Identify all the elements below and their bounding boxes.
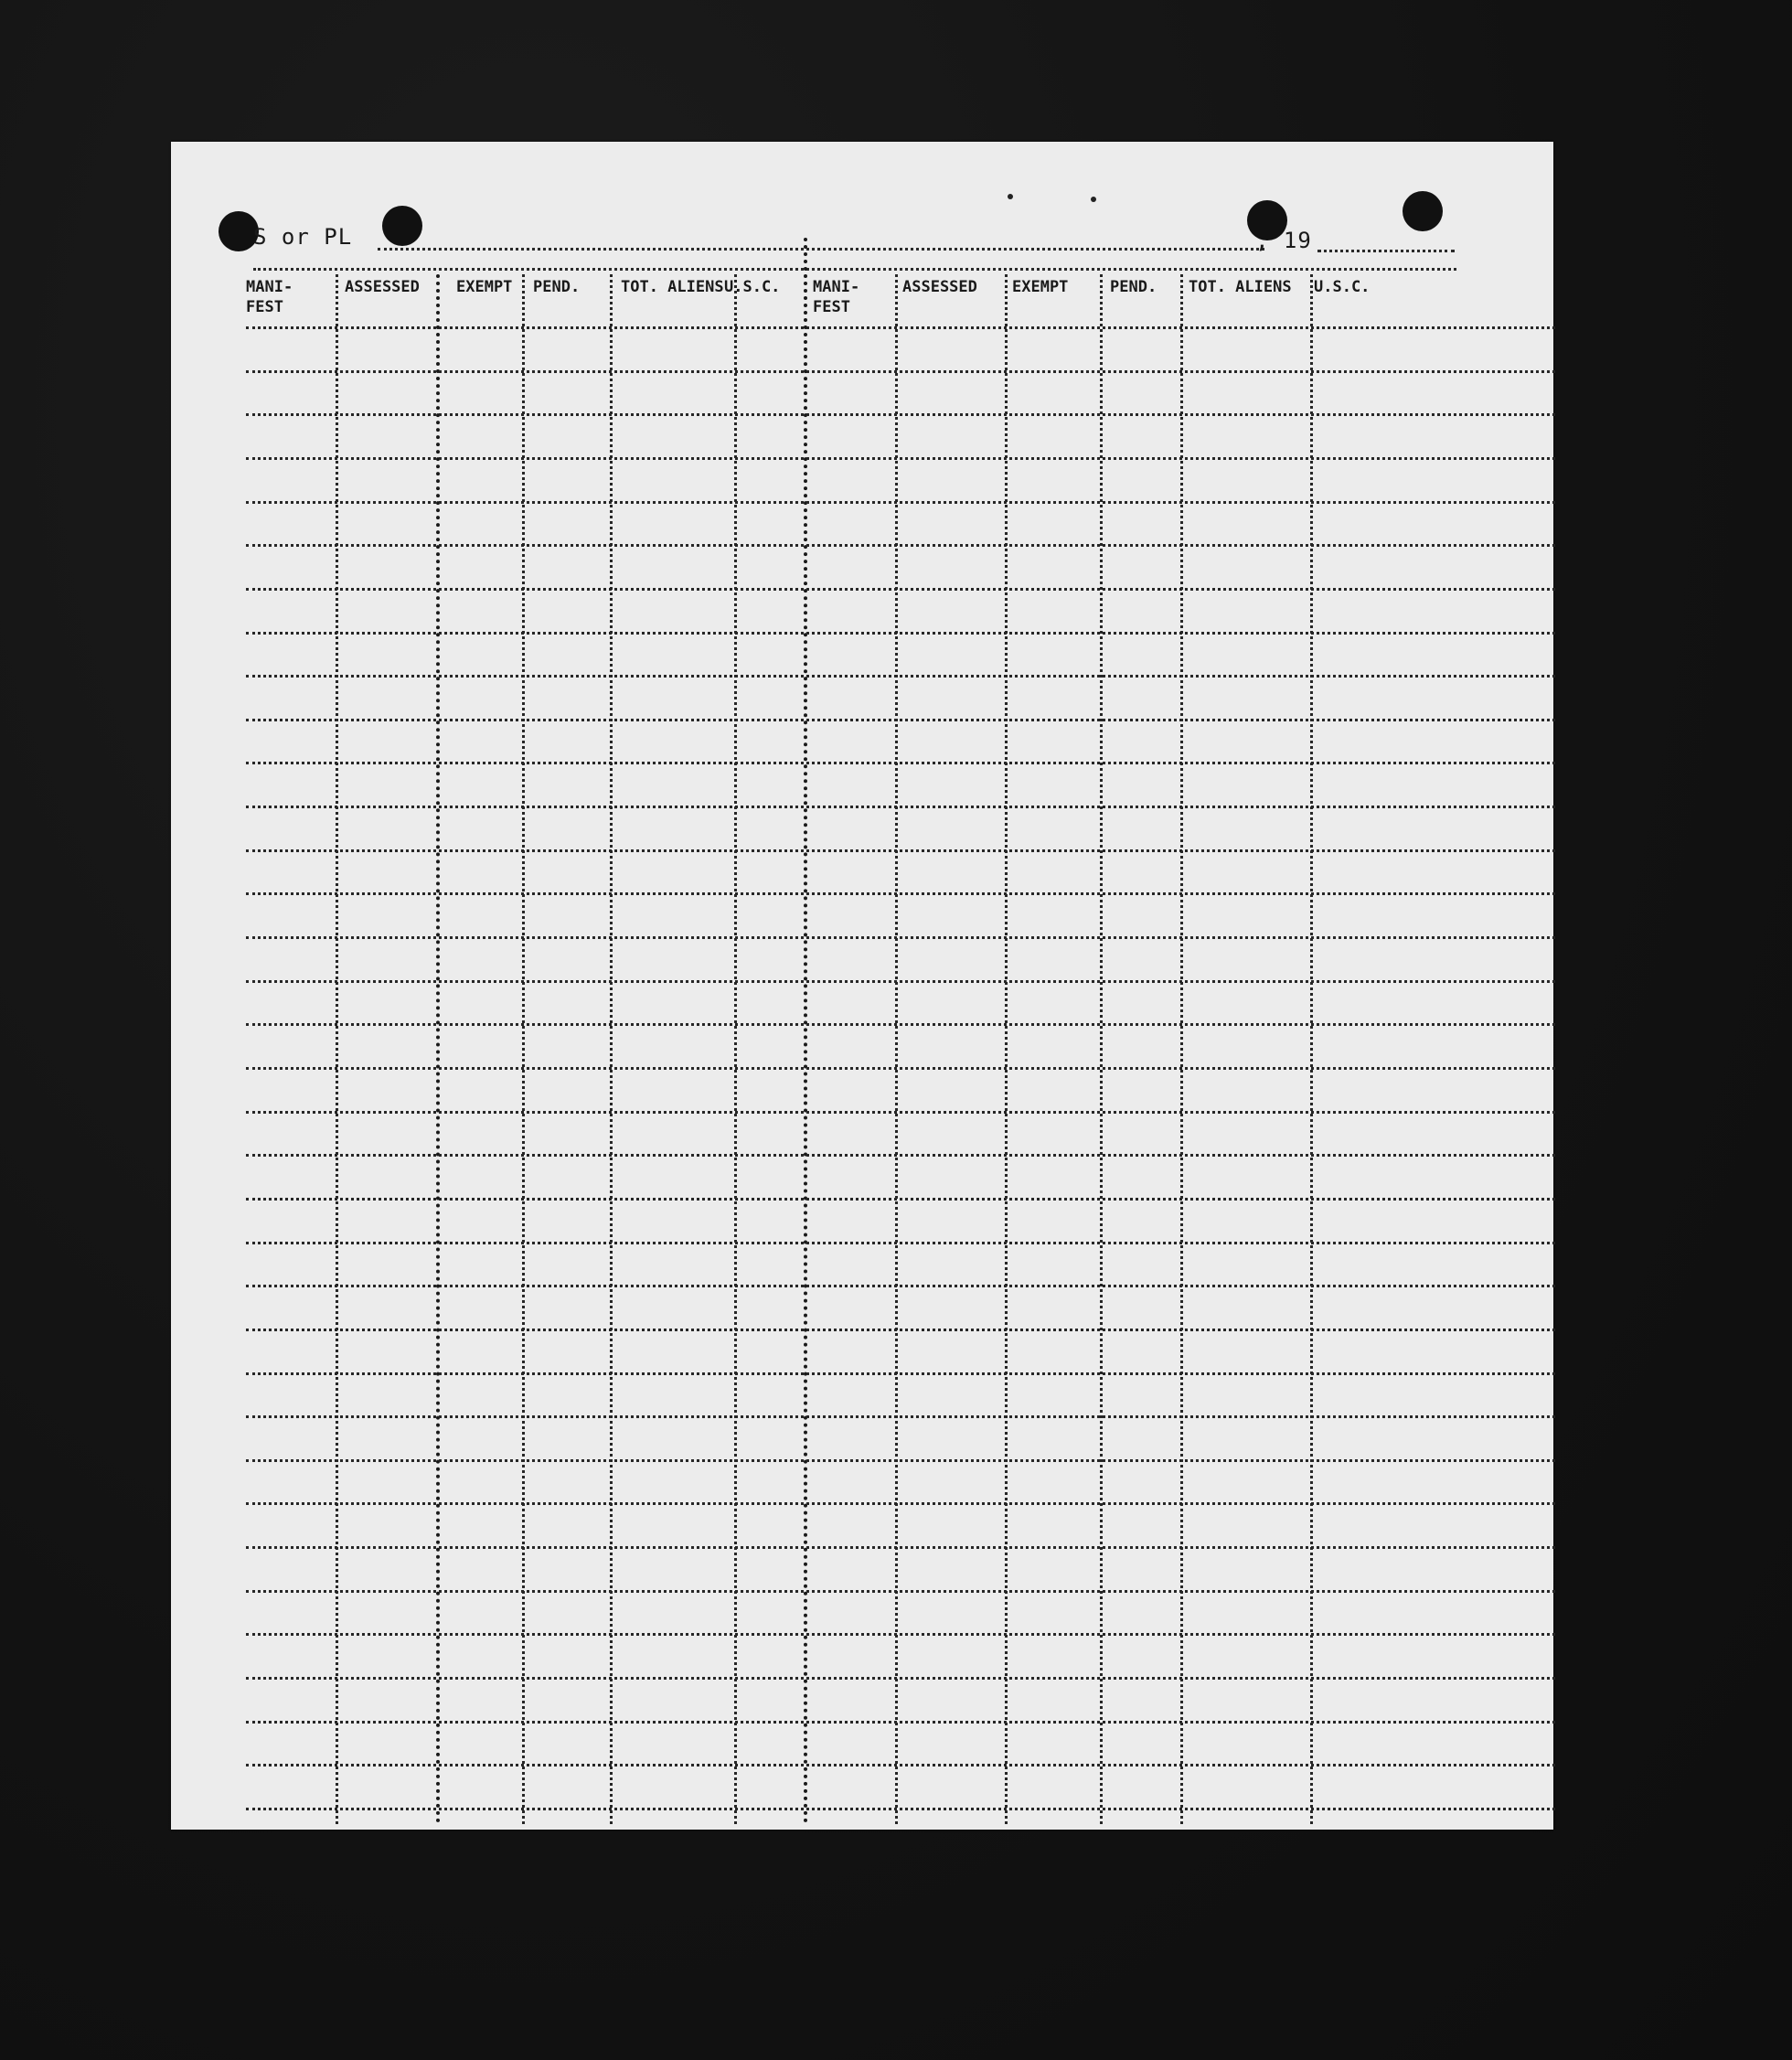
row-rule [246,1459,1555,1462]
row-rule [246,1677,1555,1680]
row-rule [246,413,1555,416]
row-rule [246,980,1555,983]
row-rule [246,1415,1555,1418]
row-rule [246,675,1555,678]
row-rule [246,1067,1555,1070]
row-rule [246,719,1555,721]
row-rule [246,892,1555,895]
column-header-tot-aliens-2: TOT. ALIENS [1189,278,1292,296]
center-divider-rule [804,238,807,1824]
row-rule [246,326,1555,329]
speck [1091,197,1096,202]
row-rule [246,1590,1555,1593]
row-rule [246,1502,1555,1505]
row-rule [246,1808,1555,1810]
row-rule [246,936,1555,939]
row-rule [246,1023,1555,1026]
form-sheet [171,142,1553,1830]
header-rule [253,268,1456,271]
column-header-exempt: EXEMPT [456,278,513,296]
vessel-label: S or PL [253,224,353,250]
row-rule [246,1721,1555,1724]
column-header-usc-2: U.S.C. [1314,278,1371,296]
row-rule [246,457,1555,460]
row-rule [246,1111,1555,1114]
column-header-assessed-2: ASSESSED [902,278,977,296]
column-header-usc: U.S.C. [724,278,781,296]
row-rule [246,1372,1555,1375]
punch-hole-right-2 [1403,191,1443,231]
year-label: , 19 [1255,228,1312,253]
row-rule [246,1329,1555,1331]
row-rule [246,806,1555,808]
column-header-assessed: ASSESSED [345,278,420,296]
row-rule [246,632,1555,635]
row-rule [246,1546,1555,1549]
column-header-exempt-2: EXEMPT [1012,278,1069,296]
row-rule [246,370,1555,373]
row-rule [246,1198,1555,1201]
column-header-tot-aliens: TOT. ALIENS [621,278,724,296]
row-rule [246,1633,1555,1636]
row-rule [246,762,1555,764]
column-header-pend: PEND. [533,278,581,296]
row-rule [246,1285,1555,1287]
vessel-fill-line [378,248,1264,251]
column-header-manifest-2: MANI- FEST [813,278,860,316]
column-header-pend-2: PEND. [1110,278,1157,296]
row-rule [246,849,1555,852]
row-rule [246,1242,1555,1244]
speck [1008,194,1013,199]
row-rule [246,1764,1555,1766]
row-rule [246,544,1555,547]
row-rule [246,588,1555,591]
punch-hole-left-2 [382,206,422,246]
row-rule [246,501,1555,504]
year-fill-line [1317,250,1455,252]
row-rule [246,1154,1555,1157]
column-header-manifest: MANI- FEST [246,278,293,316]
